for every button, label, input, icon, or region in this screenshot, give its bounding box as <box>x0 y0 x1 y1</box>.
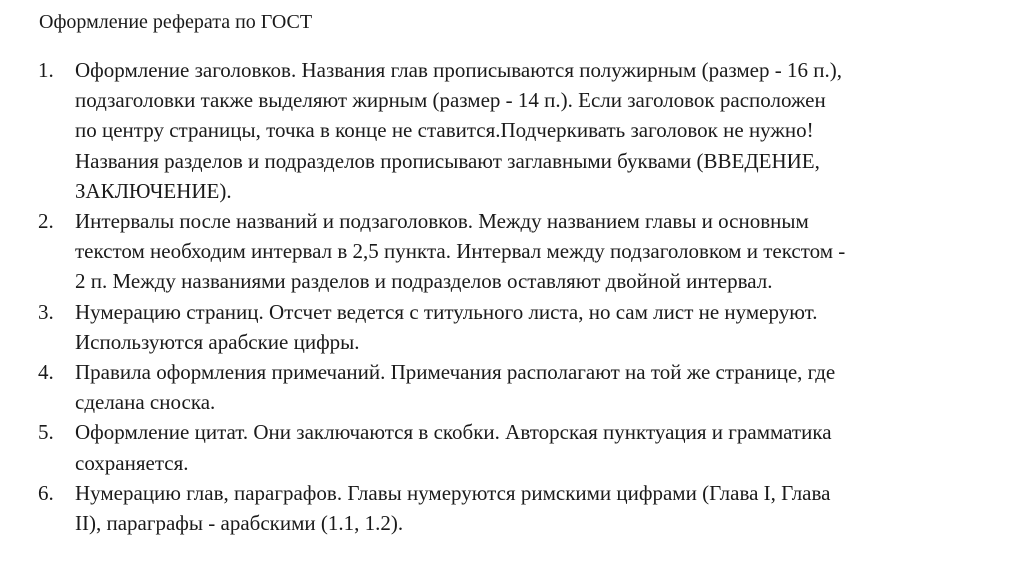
list-item-line: Оформление заголовков. Названия глав прописываются полужирным (размер - 16 п.), <box>75 58 842 82</box>
list-item-line: II), параграфы - арабскими (1.1, 1.2). <box>75 511 404 536</box>
list-item-line: Используются арабские цифры. <box>75 329 360 354</box>
list-item-number: 5. <box>38 420 54 445</box>
list-item-line: сохраняется. <box>75 450 189 475</box>
list-item-line: Оформление цитат. Они заключаются в скобки. Авторская пунктуация и грамматика <box>75 420 832 445</box>
list-item-line: 2 п. Между названиями разделов и подразделов оставляют двойной интервал. <box>75 269 773 294</box>
list-item-line: сделана сноска. <box>75 390 216 415</box>
list-item <box>38 297 998 357</box>
page-title: Оформление реферата по ГОСТ <box>39 11 313 33</box>
list-item <box>38 478 998 538</box>
list-item-line: Названия разделов и подразделов прописывают заглавными буквами (ВВЕДЕНИЕ, <box>75 148 820 173</box>
list-item-line: Нумерацию страниц. Отсчет ведется с титульного листа, но сам лист не нумеруют. <box>75 299 818 324</box>
list-item <box>38 417 998 477</box>
list-item-number: 4. <box>38 360 54 385</box>
list-item-line: Интервалы после названий и подзаголовков. Между названием главы и основным <box>75 209 809 234</box>
list-item-line: подзаголовки также выделяют жирным (размер - 14 п.). Если заголовок расположен <box>75 88 826 113</box>
list-item <box>38 55 998 206</box>
list-item-line: ЗАКЛЮЧЕНИЕ). <box>75 178 232 203</box>
list-item-line: по центру страницы, точка в конце не ставится.Подчеркивать заголовок не нужно! <box>75 118 814 143</box>
list-item-number: 3. <box>38 299 54 324</box>
list-item-line: Правила оформления примечаний. Примечания располагают на той же странице, где <box>75 360 836 385</box>
list-item-line: текстом необходим интервал в 2,5 пункта. Интервал между подзаголовком и текстом - <box>75 239 846 264</box>
list-item-number: 2. <box>38 209 54 234</box>
list-item <box>38 206 998 297</box>
list-item <box>38 357 998 417</box>
list-item-line: Нумерацию глав, параграфов. Главы нумеруются римскими цифрами (Глава I, Глава <box>75 480 831 505</box>
numbered-list <box>38 55 998 538</box>
list-item-number: 1. <box>38 58 54 82</box>
list-item-number: 6. <box>38 480 54 505</box>
